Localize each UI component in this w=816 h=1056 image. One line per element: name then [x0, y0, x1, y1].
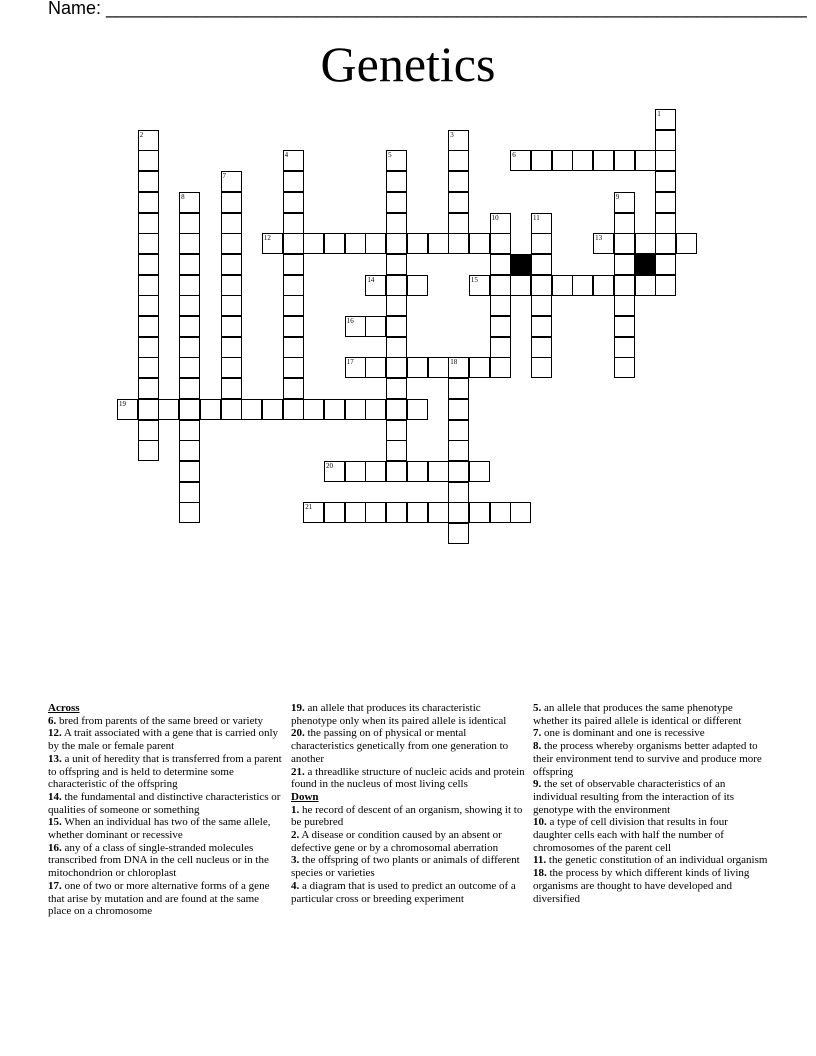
crossword-cell[interactable]: [138, 337, 159, 358]
crossword-cell[interactable]: [221, 192, 242, 213]
clue-text: a diagram that is used to predict an outcome of a particular cross or breeding experiment: [291, 879, 516, 905]
crossword-cell[interactable]: [531, 233, 552, 254]
crossword-cell[interactable]: [262, 399, 283, 420]
crossword-cell[interactable]: [179, 502, 200, 523]
crossword-cell[interactable]: [655, 192, 676, 213]
clue-number-label: 12: [263, 234, 271, 243]
crossword-cell[interactable]: [407, 275, 428, 296]
crossword-cell[interactable]: [386, 233, 407, 254]
across-clue: [291, 727, 527, 765]
crossword-cell[interactable]: [407, 233, 428, 254]
clue-number: 10.: [533, 816, 547, 829]
clue-text: the process by which different kinds of living organisms are thought to have developed and diversified: [533, 867, 750, 905]
crossword-cell[interactable]: [531, 357, 552, 378]
crossword-cell[interactable]: [531, 254, 552, 275]
crossword-cell[interactable]: [345, 461, 366, 482]
crossword-cell[interactable]: [138, 233, 159, 254]
clue-number-label: 6: [512, 151, 516, 160]
crossword-cell[interactable]: [138, 275, 159, 296]
crossword-cell[interactable]: [531, 295, 552, 316]
clue-number: 14.: [48, 790, 62, 803]
crossword-cell[interactable]: [448, 150, 469, 171]
clue-number: 9.: [533, 778, 542, 791]
crossword-cell[interactable]: [345, 357, 366, 378]
crossword-cell[interactable]: [386, 337, 407, 358]
crossword-cell[interactable]: [552, 275, 573, 296]
clue-text: a threadlike structure of nucleic acids and protein found in the nucleus of most living cells: [291, 765, 525, 791]
crossword-cell[interactable]: [365, 316, 386, 337]
across-clue: [291, 766, 527, 791]
clue-text: the passing on of physical or mental characteristics genetically from one generation to another: [291, 727, 509, 765]
clue-number: 18.: [533, 867, 547, 880]
crossword-cell[interactable]: [614, 150, 635, 171]
clue-text: A trait associated with a gene that is carried only by the male or female parent: [48, 727, 279, 753]
clue-number-label: 1: [657, 110, 661, 118]
crossword-cell[interactable]: [386, 440, 407, 461]
clue-number: 16.: [48, 841, 62, 854]
crossword-cell[interactable]: [448, 357, 469, 378]
crossword-cell[interactable]: [531, 150, 552, 171]
across-clue: [48, 816, 284, 841]
crossword-cell[interactable]: [179, 482, 200, 503]
crossword-cell[interactable]: [510, 150, 531, 171]
crossword-cell[interactable]: [283, 254, 304, 275]
crossword-cell[interactable]: [593, 233, 614, 254]
clue-text: an allele that produces the same phenotype whether its paired allele is identical or different: [533, 702, 742, 727]
clue-number-label: 8: [181, 192, 185, 201]
across-clue: [48, 880, 284, 918]
crossword-cell[interactable]: [635, 233, 656, 254]
crossword-cell[interactable]: [428, 357, 449, 378]
crossword-cell[interactable]: [614, 254, 635, 275]
across-clue: [48, 842, 284, 880]
crossword-cell[interactable]: [386, 399, 407, 420]
crossword-cell[interactable]: [283, 233, 304, 254]
clue-number: 15.: [48, 816, 62, 829]
crossword-cell[interactable]: [221, 275, 242, 296]
clue-text: a type of cell division that results in four daughter cells each with half the number of chromosomes of the parent cell: [533, 816, 728, 854]
clue-number-label: 16: [346, 317, 354, 325]
down-clue: [533, 816, 769, 854]
crossword-cell[interactable]: [655, 233, 676, 254]
crossword-cell[interactable]: [572, 275, 593, 296]
crossword-cell[interactable]: [655, 213, 676, 234]
crossword-cell[interactable]: [345, 233, 366, 254]
crossword-cell[interactable]: [283, 213, 304, 234]
crossword-cell[interactable]: [365, 461, 386, 482]
crossword-cell[interactable]: [221, 337, 242, 358]
crossword-cell[interactable]: [138, 420, 159, 441]
crossword-cell[interactable]: [179, 275, 200, 296]
crossword-cell[interactable]: [448, 171, 469, 192]
crossword-cell[interactable]: [221, 295, 242, 316]
clue-text: the genetic constitution of an individual organism: [548, 854, 768, 867]
crossword-cell[interactable]: [221, 357, 242, 378]
crossword-block: [510, 254, 531, 275]
clue-number-label: 15: [470, 275, 478, 284]
clue-text: a unit of heredity that is transferred from a parent to offspring and is held to determine some characteristic of the offspring: [48, 752, 282, 791]
clue-number-label: 17: [346, 358, 354, 367]
crossword-cell[interactable]: [345, 502, 366, 523]
crossword-cell[interactable]: [386, 192, 407, 213]
crossword-cell[interactable]: [386, 254, 407, 275]
crossword-cell[interactable]: [655, 275, 676, 296]
clue-number-label: 4: [284, 151, 289, 160]
crossword-cell[interactable]: [407, 502, 428, 523]
crossword-cell[interactable]: [179, 378, 200, 399]
clue-number: 20.: [291, 727, 305, 740]
crossword-cell[interactable]: [365, 502, 386, 523]
clue-number: 1.: [291, 803, 300, 816]
crossword-cell[interactable]: [158, 399, 179, 420]
crossword-cell[interactable]: [138, 213, 159, 234]
crossword-cell[interactable]: [283, 192, 304, 213]
clue-number-label: 19: [119, 399, 126, 408]
crossword-cell[interactable]: [365, 399, 386, 420]
crossword-cell[interactable]: [138, 130, 159, 151]
crossword-cell[interactable]: [469, 461, 490, 482]
clue-number: 21.: [291, 765, 305, 778]
clue-number-label: 20: [326, 461, 333, 470]
crossword-cell[interactable]: [407, 461, 428, 482]
crossword-cell[interactable]: [283, 316, 304, 337]
crossword-cell[interactable]: [448, 440, 469, 461]
crossword-cell[interactable]: [490, 233, 511, 254]
crossword-cell[interactable]: [448, 378, 469, 399]
clue-number-label: 3: [450, 130, 454, 139]
crossword-cell[interactable]: [386, 295, 407, 316]
crossword-cell[interactable]: [448, 502, 469, 523]
crossword-cell[interactable]: [138, 295, 159, 316]
clue-text: he record of descent of an organism, showing it to be purebred: [291, 803, 523, 829]
crossword-cell[interactable]: [283, 295, 304, 316]
clue-column-2: [291, 702, 527, 905]
clue-text: any of a class of single-stranded molecules transcribed from DNA in the cell nucleus or in the mitochondrion or chloroplast: [48, 841, 269, 880]
crossword-cell[interactable]: [221, 254, 242, 275]
crossword-cell[interactable]: [448, 213, 469, 234]
crossword-cell[interactable]: [179, 440, 200, 461]
down-clue: [533, 867, 769, 905]
crossword-cell[interactable]: [303, 399, 324, 420]
crossword-cell[interactable]: [655, 130, 676, 151]
clue-number-label: 14: [367, 275, 375, 284]
clue-number-label: 21: [305, 503, 313, 512]
crossword-cell[interactable]: [448, 192, 469, 213]
crossword-cell[interactable]: [490, 502, 511, 523]
crossword-cell[interactable]: [262, 233, 283, 254]
crossword-cell[interactable]: [490, 275, 511, 296]
crossword-cell[interactable]: [138, 399, 159, 420]
crossword-cell[interactable]: [386, 171, 407, 192]
crossword-cell[interactable]: [448, 523, 469, 544]
crossword-cell[interactable]: [510, 275, 531, 296]
crossword-cell[interactable]: [386, 378, 407, 399]
crossword-cell[interactable]: [179, 254, 200, 275]
down-clue: [291, 829, 527, 854]
crossword-cell[interactable]: [655, 254, 676, 275]
crossword-cell[interactable]: [221, 316, 242, 337]
crossword-cell[interactable]: [386, 150, 407, 171]
clue-number: 17.: [48, 879, 62, 892]
crossword-cell[interactable]: [138, 357, 159, 378]
crossword-cell[interactable]: [283, 378, 304, 399]
crossword-cell[interactable]: [138, 192, 159, 213]
crossword-cell[interactable]: [386, 275, 407, 296]
crossword-cell[interactable]: [138, 440, 159, 461]
crossword-cell[interactable]: [469, 233, 490, 254]
down-clue: [533, 854, 769, 867]
down-clue: [291, 804, 527, 829]
clue-number-label: 10: [491, 213, 499, 222]
clue-number-label: 2: [139, 130, 144, 139]
clue-text: the fundamental and distinctive characteristics or qualities of someone or something: [48, 790, 281, 816]
crossword-cell[interactable]: [386, 213, 407, 234]
crossword-cell[interactable]: [345, 399, 366, 420]
crossword-cell[interactable]: [179, 337, 200, 358]
crossword-cell[interactable]: [428, 502, 449, 523]
crossword-cell[interactable]: [490, 357, 511, 378]
crossword-cell[interactable]: [200, 399, 221, 420]
crossword-cell[interactable]: [179, 420, 200, 441]
down-clue: [533, 702, 769, 727]
crossword-cell[interactable]: [386, 502, 407, 523]
clue-number: 4.: [291, 879, 300, 892]
crossword-cell[interactable]: [428, 233, 449, 254]
clue-text: When an individual has two of the same allele, whether dominant or recessive: [48, 816, 271, 842]
crossword-cell[interactable]: [469, 502, 490, 523]
crossword-cell[interactable]: [469, 357, 490, 378]
crossword-cell[interactable]: [490, 295, 511, 316]
crossword-cell[interactable]: [324, 399, 345, 420]
clue-number: 11.: [533, 854, 547, 867]
crossword-cell[interactable]: [428, 461, 449, 482]
crossword-cell[interactable]: [138, 150, 159, 171]
clue-number-label: 11: [533, 213, 540, 222]
clue-text: an allele that produces its characteristic phenotype only when its paired allele is identical: [291, 702, 507, 727]
crossword-cell[interactable]: [531, 275, 552, 296]
crossword-cell[interactable]: [490, 316, 511, 337]
crossword-cell[interactable]: [283, 275, 304, 296]
crossword-cell[interactable]: [386, 420, 407, 441]
crossword-cell[interactable]: [448, 461, 469, 482]
crossword-cell[interactable]: [531, 316, 552, 337]
crossword-block: [635, 254, 656, 275]
crossword-cell[interactable]: [510, 502, 531, 523]
crossword-cell[interactable]: [469, 275, 490, 296]
crossword-cell[interactable]: [614, 337, 635, 358]
crossword-cell[interactable]: [614, 275, 635, 296]
crossword-cell[interactable]: [221, 171, 242, 192]
crossword-cell[interactable]: [179, 192, 200, 213]
crossword-cell[interactable]: [490, 337, 511, 358]
name-field[interactable]: Name: ______________________________________________________________________: [48, 0, 807, 18]
crossword-cell[interactable]: [655, 109, 676, 130]
crossword-cell[interactable]: [572, 150, 593, 171]
down-clue: [291, 854, 527, 879]
crossword-cell[interactable]: [324, 233, 345, 254]
clue-number-label: 13: [595, 234, 603, 243]
clue-text: the offspring of two plants or animals of different species or varieties: [291, 854, 520, 880]
crossword-cell[interactable]: [448, 233, 469, 254]
crossword-cell[interactable]: [179, 461, 200, 482]
clue-column-3: [533, 702, 769, 905]
crossword-cell[interactable]: [448, 420, 469, 441]
crossword-cell[interactable]: [345, 316, 366, 337]
crossword-cell[interactable]: [614, 295, 635, 316]
crossword-cell[interactable]: [221, 213, 242, 234]
crossword-cell[interactable]: [303, 502, 324, 523]
down-clue: [533, 727, 769, 740]
crossword-cell[interactable]: [365, 357, 386, 378]
crossword-cell[interactable]: [138, 316, 159, 337]
crossword-cell[interactable]: [593, 150, 614, 171]
crossword-cell[interactable]: [179, 316, 200, 337]
crossword-cell[interactable]: [365, 233, 386, 254]
across-clue: [48, 715, 284, 728]
crossword-cell[interactable]: [614, 316, 635, 337]
crossword-cell[interactable]: [283, 357, 304, 378]
clue-number-label: 18: [450, 358, 458, 367]
crossword-cell[interactable]: [386, 357, 407, 378]
crossword-cell[interactable]: [179, 399, 200, 420]
crossword-cell[interactable]: [655, 150, 676, 171]
clue-text: the set of observable characteristics of an individual resulting from the interaction of its genotype with the environment: [533, 778, 735, 816]
clue-number: 7.: [533, 727, 542, 740]
crossword-cell[interactable]: [179, 233, 200, 254]
crossword-cell[interactable]: [676, 233, 697, 254]
clue-text: the process whereby organisms better adapted to their environment tend to survive and produce more offspring: [533, 740, 762, 778]
crossword-cell[interactable]: [531, 213, 552, 234]
clue-text: one is dominant and one is recessive: [544, 727, 705, 740]
crossword-cell[interactable]: [283, 399, 304, 420]
crossword-cell[interactable]: [614, 213, 635, 234]
crossword-cell[interactable]: [531, 337, 552, 358]
crossword-cell[interactable]: [448, 130, 469, 151]
crossword-cell[interactable]: [138, 378, 159, 399]
down-clue: [533, 778, 769, 816]
crossword-cell[interactable]: [448, 399, 469, 420]
crossword-cell[interactable]: [635, 150, 656, 171]
crossword-cell[interactable]: [614, 357, 635, 378]
clue-number-label: 5: [388, 151, 392, 160]
down-heading: Down: [291, 790, 319, 803]
across-clue: [48, 727, 284, 752]
page-title: Genetics: [320, 36, 496, 92]
clue-text: A disease or condition caused by an absent or defective gene or by a chromosomal aberration: [291, 829, 502, 854]
clue-number: 13.: [48, 752, 62, 765]
crossword-cell[interactable]: [490, 254, 511, 275]
down-clue: [533, 740, 769, 778]
clue-number-label: 9: [615, 192, 620, 201]
crossword-cell[interactable]: [552, 150, 573, 171]
crossword-cell[interactable]: [117, 399, 138, 420]
crossword-cell[interactable]: [221, 233, 242, 254]
crossword-cell[interactable]: [303, 233, 324, 254]
crossword-cell[interactable]: [593, 275, 614, 296]
clue-number: 2.: [291, 829, 300, 842]
clue-text: bred from parents of the same breed or variety: [59, 714, 264, 727]
crossword-cell[interactable]: [365, 275, 386, 296]
clue-number: 5.: [533, 702, 542, 714]
crossword-cell[interactable]: [635, 275, 656, 296]
across-clue: [48, 753, 284, 791]
crossword-cell[interactable]: [179, 213, 200, 234]
clue-number: 6.: [48, 714, 57, 727]
crossword-cell[interactable]: [448, 482, 469, 503]
clue-column-1: [48, 702, 284, 918]
crossword-cell[interactable]: [283, 171, 304, 192]
crossword-cell[interactable]: [614, 233, 635, 254]
crossword-cell[interactable]: [490, 213, 511, 234]
clue-number: 19.: [291, 702, 305, 714]
clue-number-label: 7: [222, 172, 226, 181]
down-clue: [291, 880, 527, 905]
crossword-cell[interactable]: [614, 192, 635, 213]
across-clue: [291, 702, 527, 727]
crossword-cell[interactable]: [241, 399, 262, 420]
crossword-cell[interactable]: [138, 171, 159, 192]
clue-text: one of two or more alternative forms of a gene that arise by mutation and are found at the same place on a chromosome: [48, 879, 270, 918]
across-clue: [48, 791, 284, 816]
across-heading: Across: [48, 702, 80, 714]
crossword-cell[interactable]: [655, 171, 676, 192]
crossword-cell[interactable]: [324, 461, 345, 482]
crossword-cell[interactable]: [283, 337, 304, 358]
crossword-cell[interactable]: [386, 316, 407, 337]
crossword-cell[interactable]: [324, 502, 345, 523]
crossword-cell[interactable]: [407, 399, 428, 420]
crossword-cell[interactable]: [221, 399, 242, 420]
crossword-cell[interactable]: [407, 357, 428, 378]
clue-number: 8.: [533, 740, 542, 753]
crossword-cell[interactable]: [179, 357, 200, 378]
crossword-cell[interactable]: [221, 378, 242, 399]
crossword-cell[interactable]: [283, 150, 304, 171]
crossword-cell[interactable]: [138, 254, 159, 275]
clue-number: 3.: [291, 854, 300, 867]
clue-number: 12.: [48, 727, 62, 740]
crossword-cell[interactable]: [386, 461, 407, 482]
crossword-cell[interactable]: [179, 295, 200, 316]
